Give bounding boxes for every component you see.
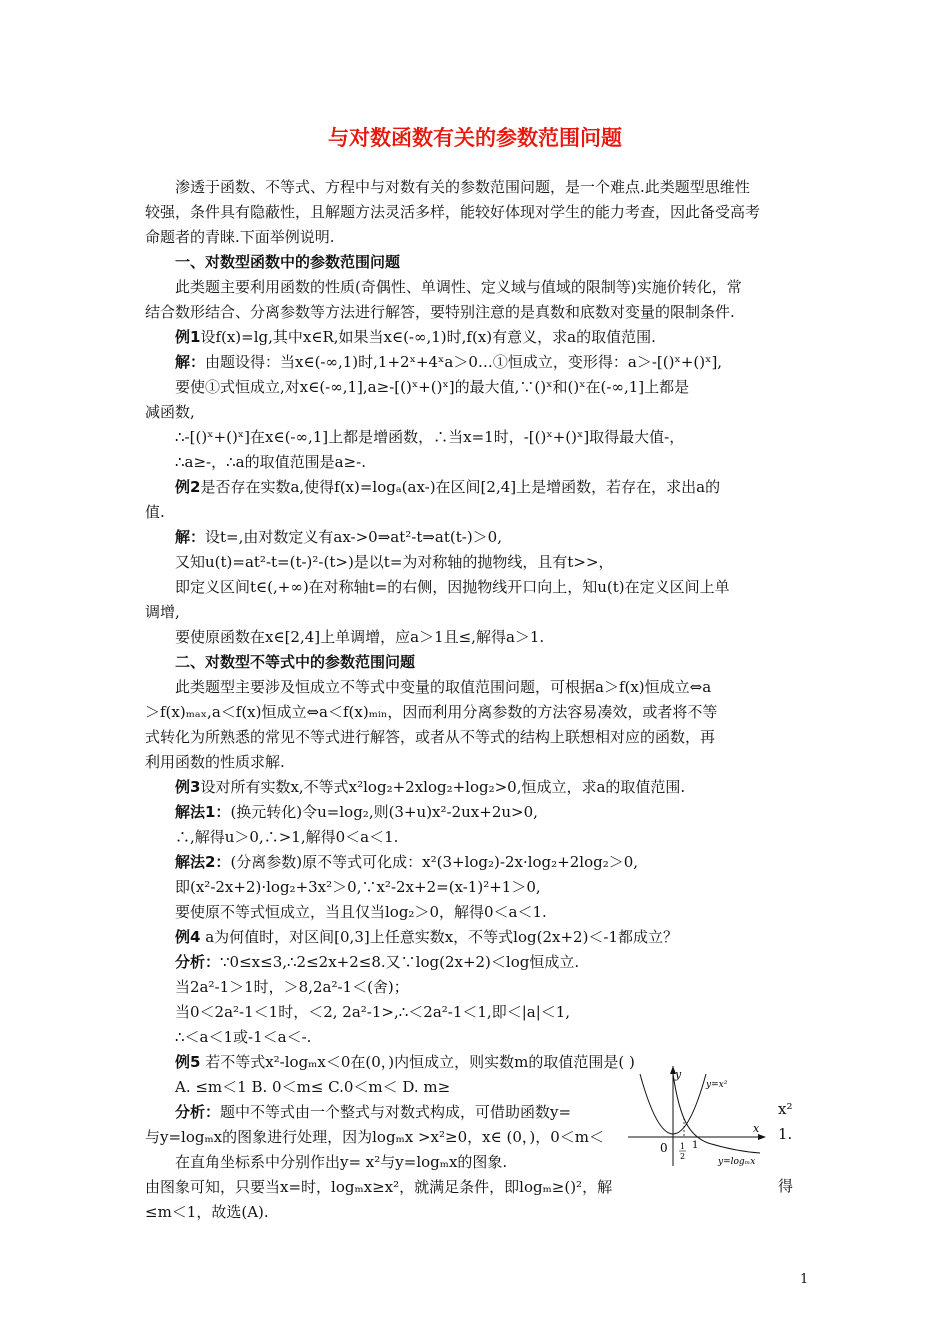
- example1-label: 例1: [175, 328, 201, 346]
- example3-method2-2: 即(x²-2x+2)·log₂+3x²＞0,∵x²-2x+2=(x-1)²+1＞0,: [175, 878, 541, 896]
- example1-solution-4: ∴-[()ˣ+()ˣ]在x∈(-∞,1]上都是增函数，∴当x=1时，-[()ˣ+()ˣ]取得最大值-，: [175, 428, 685, 446]
- log-curve-label: y=logₘx: [718, 1157, 756, 1167]
- example4-analysis-4: ∴＜a＜1或-1＜a＜-.: [175, 1028, 312, 1046]
- method2-label: 解法2：: [175, 853, 231, 871]
- example4-analysis-2: 当2a²-1＞1时，＞8,2a²-1＜(舍)；: [175, 978, 409, 996]
- example2-stem-2: 值.: [145, 503, 165, 521]
- example2-solution-3: 即定义区间t∈(,+∞)在对称轴t=的右侧，因抛物线开口向上，知u(t)在定义区间上单: [175, 578, 730, 596]
- section1-desc-1: 此类题主要利用函数的性质(奇偶性、单调性、定义域与值域的限制等)实施价转化，常: [175, 278, 742, 296]
- page-number: 1: [800, 1272, 809, 1287]
- section2-heading: 二、对数型不等式中的参数范围问题: [175, 653, 416, 671]
- intro-line-1: 渗透于函数、不等式、方程中与对数有关的参数范围问题，是一个难点.此类题型思维性: [175, 178, 750, 196]
- example1-solution-1: 解：由题设得：当x∈(-∞,1)时,1+2ˣ+4ˣa＞0…①恒成立，变形得：a＞-[()ˣ+()ˣ],: [175, 353, 723, 371]
- intro-line-2: 较强，条件具有隐蔽性，且解题方法灵活多样，能较好体现对学生的能力考查，因此备受高考: [145, 203, 761, 221]
- example2-solution-1: 解：设t=,由对数定义有ax->0⇒at²-t⇒at(t-)＞0,: [175, 528, 502, 546]
- example2-stem: 例2是否存在实数a,使得f(x)=logₐ(ax-)在区间[2,4]上是增函数，若存在，求出a的: [175, 478, 721, 496]
- example5-wrap-x2: x²: [778, 1100, 793, 1118]
- example3-method2-1: 解法2：(分离参数)原不等式可化成：x²(3+log₂)-2x·log₂+2log₂＞0,: [175, 853, 639, 871]
- solution-label: 解：: [175, 528, 206, 546]
- section2-desc-2: ＞f(x)ₘₐₓ,a＜f(x)恒成立⇔a＜f(x)ₘᵢₙ，因而利用分离参数的方法容易凑效，或者将不等: [145, 703, 718, 721]
- solution-label: 解：: [175, 353, 206, 371]
- section2-desc-3: 式转化为所熟悉的常见不等式进行解答，或者从不等式的结构上联想相对应的函数，再: [145, 728, 716, 746]
- example4-analysis-1: 分析：∵0≤x≤3,∴2≤2x+2≤8.又∵log(2x+2)＜log恒成立.: [175, 953, 580, 971]
- section1-desc-2: 结合数形结合、分离参数等方法进行解答，要特别注意的是真数和底数对变量的限制条件.: [145, 303, 735, 321]
- method1-label: 解法1：: [175, 803, 231, 821]
- example5-wrap-1: 1.: [778, 1125, 793, 1143]
- section2-desc-4: 利用函数的性质求解.: [145, 753, 285, 771]
- example1-solution-2: 要使①式恒成立,对x∈(-∞,1],a≥-[()ˣ+()ˣ]的最大值,∵()ˣ和()ˣ在(-∞,1]上都是: [175, 378, 690, 396]
- analysis-label: 分析：: [175, 1103, 221, 1121]
- half-numerator: 1: [680, 1142, 686, 1151]
- origin-label: 0: [660, 1141, 668, 1155]
- section1-heading: 一、对数型函数中的参数范围问题: [175, 253, 401, 271]
- one-label: 1: [692, 1140, 699, 1151]
- example4-analysis-3: 当0＜2a²-1＜1时，＜2, 2a²-1>,∴＜2a²-1＜1,即＜|a|＜1,: [175, 1003, 571, 1021]
- example3-method1-1: 解法1：(换元转化)令u=log₂,则(3+u)x²-2ux+2u>0,: [175, 803, 538, 821]
- parabola-label: y=x²: [706, 1080, 728, 1090]
- y-axis-label: y: [675, 1068, 682, 1081]
- example5-analysis-3: 在直角坐标系中分别作出y= x²与y=logₘx的图象.: [175, 1153, 508, 1171]
- example5-options: A. ≤m＜1 B. 0＜m≤ C.0＜m＜ D. m≥: [175, 1078, 451, 1096]
- example5-analysis-2: 与y=logₘx的图象进行处理，因为logₘx >x²≥0，x∈ (0，)，0＜m＜: [145, 1128, 604, 1146]
- example5-wrap-de: 得: [778, 1177, 794, 1195]
- example3-method1-2: ∴,解得u＞0,∴>1,解得0＜a＜1.: [175, 828, 399, 846]
- example3-stem: 例3设对所有实数x,不等式x²log₂+2xlog₂+log₂>0,恒成立，求a的取值范围.: [175, 778, 686, 796]
- section2-desc-1: 此类题型主要涉及恒成立不等式中变量的取值范围问题，可根据a＞f(x)恒成立⇔a: [175, 678, 712, 696]
- example1-stem: 例1设f(x)=lg,其中x∈R,如果当x∈(-∞,1)时,f(x)有意义，求a的取值范围.: [175, 328, 656, 346]
- example3-method2-3: 要使原不等式恒成立，当且仅当log₂＞0，解得0＜a＜1.: [175, 903, 547, 921]
- example5-label: 例5: [175, 1053, 201, 1071]
- example2-solution-5: 要使原函数在x∈[2,4]上单调增，应a＞1且≤,解得a＞1.: [175, 628, 545, 646]
- half-denominator: 2: [680, 1152, 686, 1161]
- example4-label: 例4: [175, 928, 201, 946]
- example3-label: 例3: [175, 778, 201, 796]
- example5-analysis-1: 分析：题中不等式由一个整式与对数式构成，可借助函数y=: [175, 1103, 572, 1121]
- x-axis-label: x: [753, 1122, 760, 1135]
- example5-analysis-5: ≤m＜1，故选(A).: [145, 1203, 269, 1221]
- function-graph: [628, 1066, 770, 1176]
- page-title: 与对数函数有关的参数范围问题: [328, 126, 622, 150]
- example1-solution-5: ∴a≥-，∴a的取值范围是a≥-.: [175, 453, 366, 471]
- analysis-label: 分析：: [175, 953, 221, 971]
- example1-solution-3: 减函数,: [145, 403, 195, 421]
- intro-line-3: 命题者的青睐.下面举例说明.: [145, 228, 335, 246]
- example2-solution-4: 调增,: [145, 603, 180, 621]
- example2-label: 例2: [175, 478, 201, 496]
- example4-stem: 例4 a为何值时，对区间[0,3]上任意实数x，不等式log(2x+2)＜-1都成立？: [175, 928, 679, 946]
- example5-stem: 例5 若不等式x²-logₘx＜0在(0，)内恒成立，则实数m的取值范围是( ): [175, 1053, 635, 1071]
- example5-analysis-4: 由图象可知，只要当x=时，logₘx≥x²，就满足条件，即logₘ≥()²，解: [145, 1178, 613, 1196]
- example2-solution-2: 又知u(t)=at²-t=(t-)²-(t>)是以t=为对称轴的抛物线，且有t>>，: [175, 553, 614, 571]
